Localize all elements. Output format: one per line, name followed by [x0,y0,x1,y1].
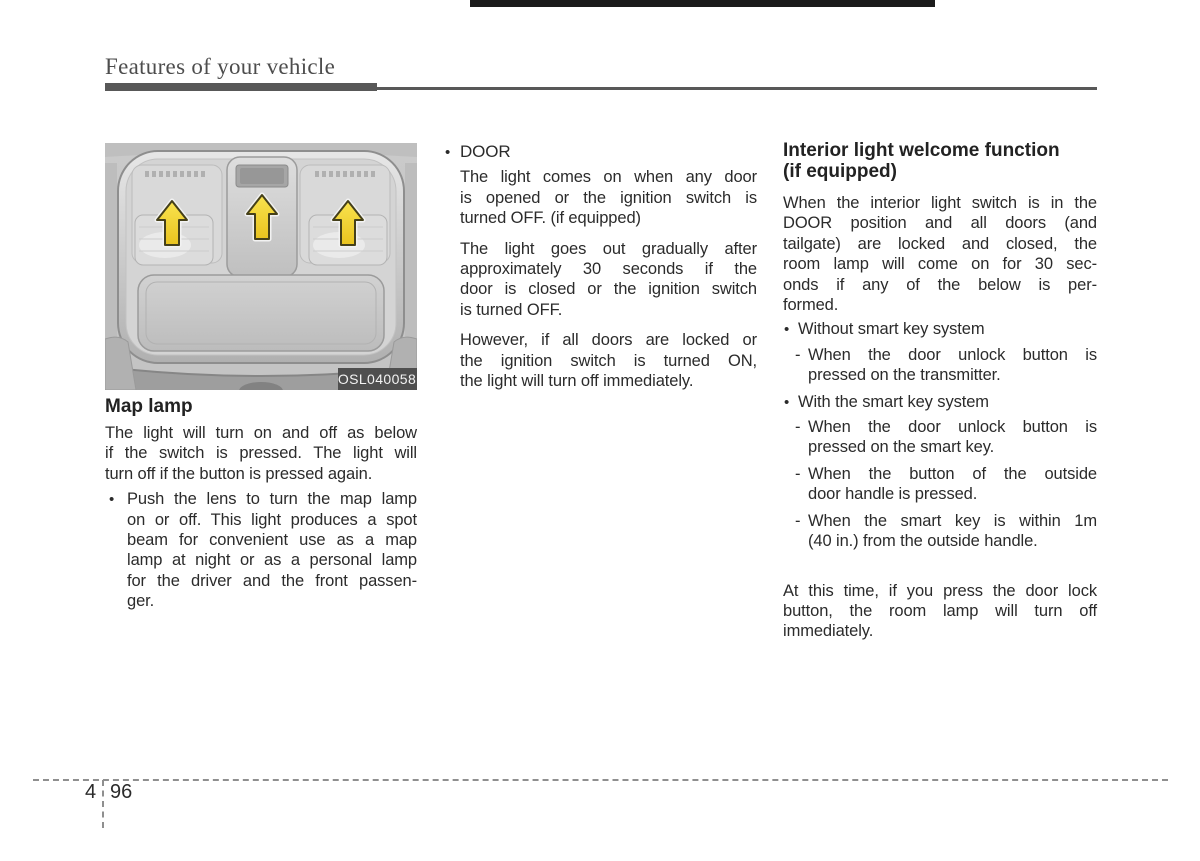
map-lamp-bullet-item: • Push the lens to turn the map lamp on or off. This light produces a spot beam for convenient use as a map lamp at night or as a personal lamp for the driver and the front passen- ger. [109,490,417,611]
map-lamp-paragraph: The light will turn on and off as below if the switch is pressed. The light will turn off if the button is pressed again. [105,424,417,483]
door-paragraph-3: However, if all doors are locked or the ignition switch is turned ON, the light will turn off immediately. [460,331,757,391]
section-heading-map-lamp: Map lamp [105,396,193,417]
bullet-icon: • [784,393,790,411]
scan-edge-bar [470,0,935,7]
sunroof-switch [240,168,284,184]
right-column [783,140,1097,642]
bullet-icon: • [784,321,790,339]
dash-icon: - [795,418,801,437]
dash-icon: - [795,511,801,530]
overhead-console-figure [105,143,417,390]
section-heading-welcome-function: Interior light welcome function (if equipped) [783,140,1060,182]
door-paragraph-2: The light goes out gradually after approximately 30 seconds if the door is closed or the ignition switch is turned OFF. [460,239,757,319]
footer-dashed-divider [102,780,104,828]
door-paragraph-1: The light comes on when any door is opened or the ignition switch is turned OFF. (if equipped) [460,168,757,228]
bullet-icon: • [109,491,115,509]
footer-dashed-rule [33,779,1168,781]
with-smart-key-bullet: • With the smart key system [784,392,989,411]
figure-caption: OSL040058 [337,371,417,387]
chapter-number: 4 [85,781,97,803]
dash-icon: - [795,345,801,364]
dash-item-smart-key: - When the door unlock button is pressed on the smart key. [795,418,1097,457]
page-number: 96 [110,781,133,803]
header-rule-thin [377,87,1097,90]
running-header-title: Features of your vehicle [105,54,336,79]
without-smart-key-bullet: • Without smart key system [784,320,985,339]
dash-item-within-1m: - When the smart key is within 1m (40 in.) from the outside handle. [795,511,1097,551]
door-label: DOOR [460,142,511,161]
overhead-console-illustration [105,143,417,390]
welcome-paragraph: When the interior light switch is in the DOOR position and all doors (and tailgate) are locked and closed, the room lamp will come on for 30 sec- onds if any of the below is per- formed. [783,194,1097,315]
door-lock-paragraph: At this time, if you press the door lock button, the room lamp will turn off immediately. [783,581,1097,641]
dash-icon: - [795,464,801,483]
door-bullet-item [443,142,757,391]
bullet-icon: • [445,144,451,161]
dash-item-transmitter: - When the door unlock button is pressed on the transmitter. [795,345,1097,385]
sunglasses-tray-door [138,275,384,351]
header-rule-thick [105,83,377,91]
headliner-left [105,163,117,363]
left-column [105,396,417,612]
headliner-right [405,163,417,363]
middle-column [443,142,757,391]
dash-item-outside-handle-button: - When the button of the outside door handle is pressed. [795,464,1097,504]
